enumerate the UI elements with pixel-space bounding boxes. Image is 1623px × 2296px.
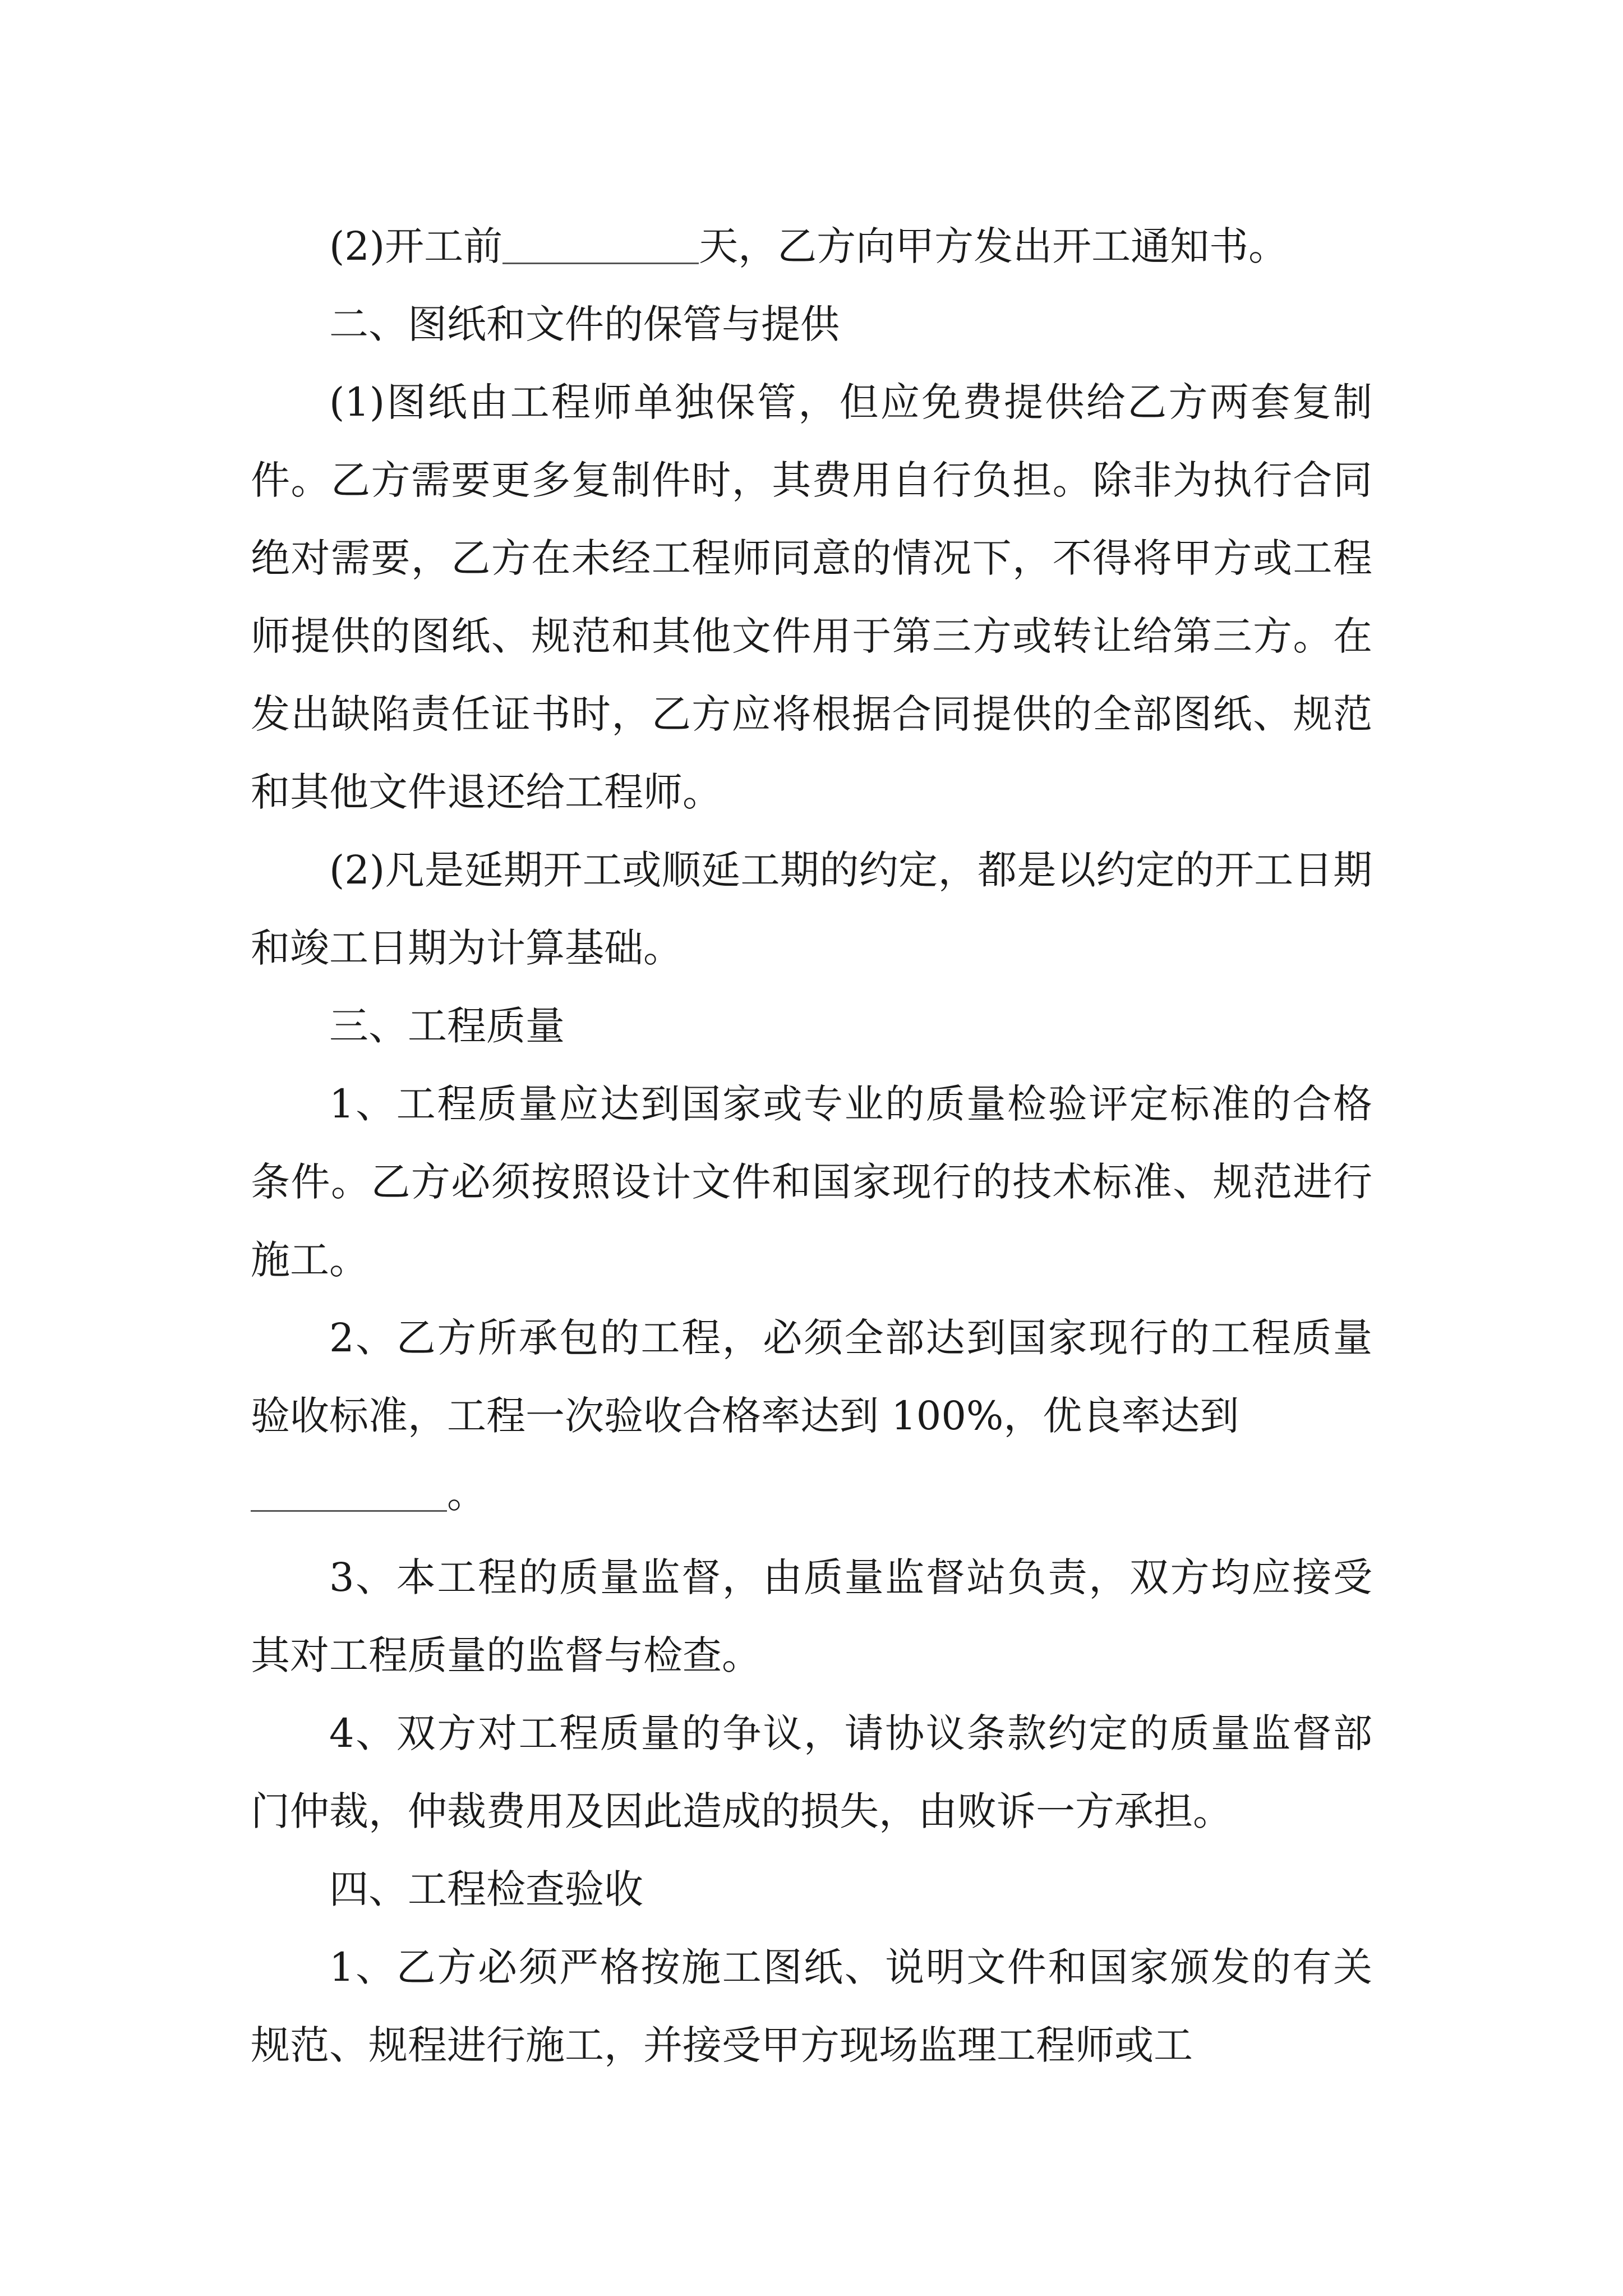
section-heading-inspection: 四、工程检查验收	[329, 1866, 643, 1912]
clause-quality-supervision: 3、本工程的质量监督，由质量监督站负责，双方均应接受其对工程质量的监督与检查。	[251, 1554, 1372, 1678]
section-heading-drawings: 二、图纸和文件的保管与提供	[329, 301, 840, 347]
blank-excellence-rate-field[interactable]	[251, 1473, 447, 1512]
clause-quality-acceptance	[251, 1299, 1372, 1533]
clause-quality-acceptance-post: 。	[447, 1471, 486, 1517]
clause-quality-standard: 1、工程质量应达到国家或专业的质量检验评定标准的合格条件。乙方必须按照设计文件和国家现行的技术标准、规范进行施工。	[251, 1081, 1372, 1283]
clause-start-notice	[251, 208, 1372, 286]
clause-delay-basis: (2)凡是延期开工或顺延工期的约定，都是以约定的开工日期和竣工日期为计算基础。	[251, 847, 1372, 971]
spacer	[251, 1533, 1372, 1539]
clause-drawings-custody: (1)图纸由工程师单独保管，但应免费提供给乙方两套复制件。乙方需要更多复制件时，其费用自行负担。除非为执行合同绝对需要，乙方在未经工程师同意的情况下，不得将甲方或工程师提供的图纸、规范和其他文件用于第三方或转让给第三方。在发出缺陷责任证书时，乙方应将根据合同提供的全部图纸、规范和其他文件退还给工程师。	[251, 379, 1372, 815]
clause-inspection-construction: 1、乙方必须严格按施工图纸、说明文件和国家颁发的有关规范、规程进行施工，并接受甲方现场监理工程师或工	[251, 1944, 1372, 2068]
clause-start-notice-post: 天，乙方向甲方发出开工通知书。	[699, 223, 1288, 269]
clause-quality-dispute: 4、双方对工程质量的争议，请协议条款约定的质量监督部门仲裁，仲裁费用及因此造成的损失，由败诉一方承担。	[251, 1710, 1372, 1834]
document-body	[251, 208, 1372, 2085]
clause-start-notice-pre: (2)开工前	[329, 223, 503, 269]
clause-quality-acceptance-pre: 2、乙方所承包的工程，必须全部达到国家现行的工程质量验收标准，工程一次验收合格率达到 100%，优良率达到	[251, 1315, 1372, 1439]
blank-days-field[interactable]	[502, 226, 699, 265]
section-heading-quality: 三、工程质量	[329, 1003, 565, 1049]
